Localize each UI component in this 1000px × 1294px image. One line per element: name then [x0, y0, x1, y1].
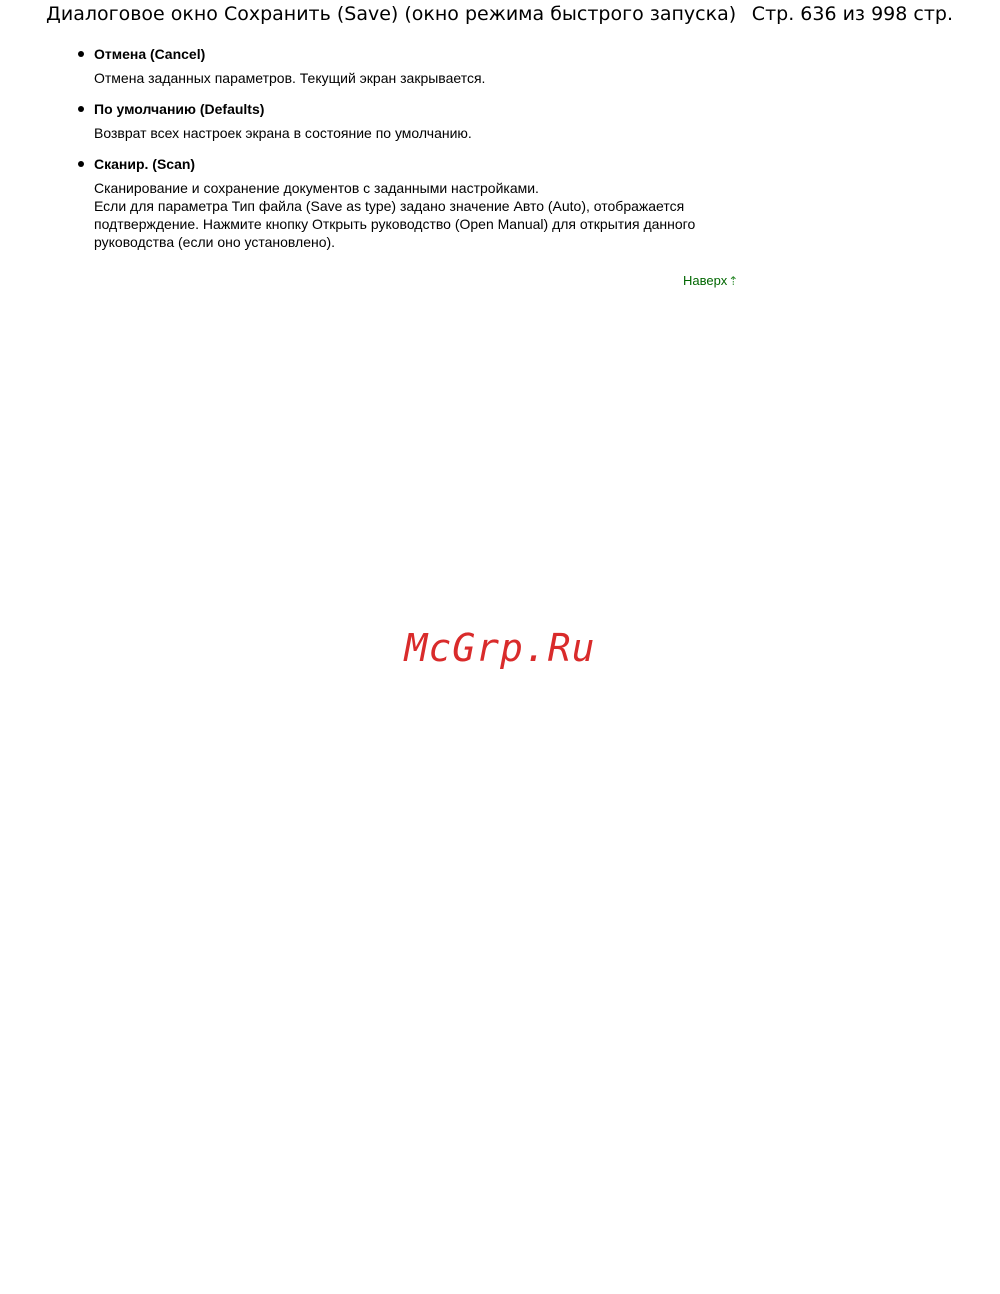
page-title: Диалоговое окно Сохранить (Save) (окно режима быстрого запуска) — [46, 3, 737, 25]
description-line: Возврат всех настроек экрана в состояние по умолчанию. — [94, 125, 472, 141]
list-item-scan — [76, 154, 756, 251]
back-to-top-label: Наверх — [683, 273, 728, 288]
description-line: Отмена заданных параметров. Текущий экран закрывается. — [94, 70, 486, 86]
bullet-icon — [78, 161, 84, 167]
watermark: McGrp.Ru — [404, 626, 596, 670]
bullet-icon — [78, 106, 84, 112]
item-title: Сканир. (Scan) — [94, 156, 196, 172]
arrow-up-icon: ⇡ — [728, 274, 739, 288]
description-line: руководства (если оно установлено). — [94, 234, 336, 250]
description-line: подтверждение. Нажмите кнопку Открыть руководство (Open Manual) для открытия данного — [94, 216, 696, 232]
options-list — [76, 44, 756, 263]
description-line: Сканирование и сохранение документов с заданными настройками. — [94, 180, 539, 196]
item-title: Отмена (Cancel) — [94, 46, 206, 62]
list-item-cancel — [76, 44, 756, 87]
item-title: По умолчанию (Defaults) — [94, 101, 265, 117]
back-to-top-link[interactable] — [683, 272, 738, 290]
description-line: Если для параметра Тип файла (Save as type) задано значение Авто (Auto), отображается — [94, 198, 685, 214]
page-number: Стр. 636 из 998 стр. — [751, 3, 953, 25]
bullet-icon — [78, 51, 84, 57]
item-description — [94, 124, 756, 142]
item-description — [94, 69, 756, 87]
item-description — [94, 179, 756, 251]
list-item-defaults — [76, 99, 756, 142]
